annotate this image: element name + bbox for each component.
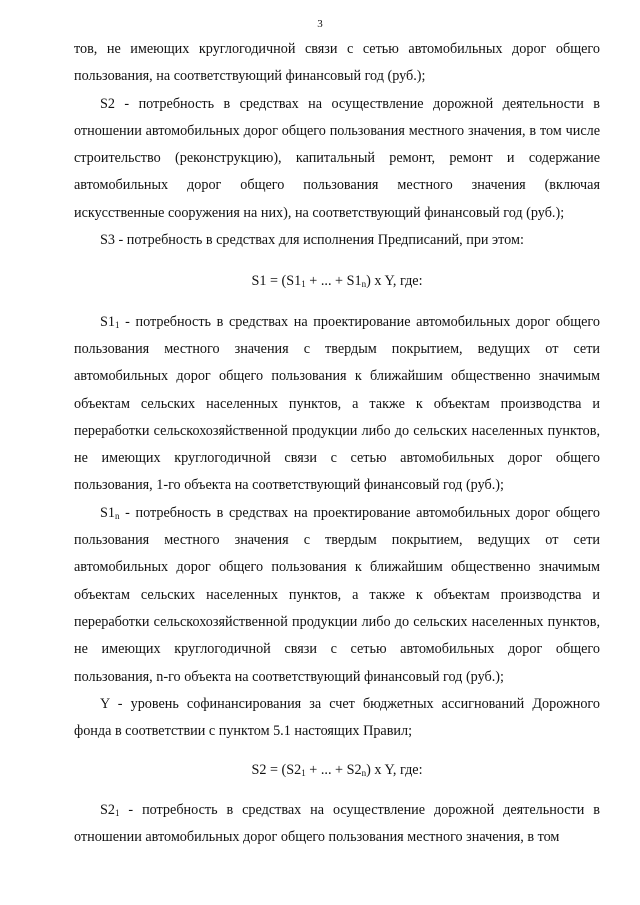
paragraph-s3-definition: S3 - потребность в средствах для исполнения Предписаний, при этом: [100, 232, 524, 249]
formula-s2-mid: + ... + S2 [305, 762, 362, 779]
formula-s2-rhs: ) x Y, где: [366, 762, 423, 779]
term-s1-1: S1 [100, 313, 115, 330]
term-s1-1-text: - потребность в средствах на проектирование автомобильных дорог общего пользования местного значения с твердым покрытием, ведущих от сети автомобильных дорог общего пользования к ближайшим общественно значимым объектам сельских населенных пунктов, а также к объектам производства и переработки сельскохозяйственной продукции либо до сельских населенных пунктов, не имеющих круглогодичной связи с сетью автомобильных дорог общего пользования, 1-го объекта на соответствующий финансовый год (руб.); [74, 313, 600, 494]
formula-s1-lhs: S1 = (S1 [251, 273, 302, 290]
term-s1-n: S1 [100, 504, 115, 521]
term-s1-1-sub: 1 [114, 319, 120, 330]
document-body [74, 36, 600, 851]
term-s2-1-text: - потребность в средствах на осуществление дорожной деятельности в отношении автомобильных дорог общего пользования местного значения, в том [74, 801, 600, 846]
formula-s1-subn: n [361, 279, 367, 290]
page-number: 3 [317, 18, 323, 30]
term-s2-1-sub: 1 [114, 807, 120, 818]
term-s1-n-sub: n [114, 510, 120, 521]
formula-s2-lhs: S2 = (S2 [251, 762, 302, 779]
paragraph-s1-1-definition [74, 309, 600, 500]
paragraph-continuation: тов, не имеющих круглогодичной связи с сетью автомобильных дорог общего пользования, на соответствующий финансовый год (руб.); [74, 41, 600, 85]
formula-s1 [74, 254, 600, 308]
formula-s2-sub1: 1 [301, 768, 306, 779]
paragraph-s2-1-definition [74, 797, 600, 852]
paragraph-s1-n-definition [74, 500, 600, 691]
paragraph-y-definition: Y - уровень софинансирования за счет бюджетных ассигнований Дорожного фонда в соответствии с пунктом 5.1 настоящих Правил; [74, 695, 600, 740]
paragraph-s2-definition: S2 - потребность в средствах на осуществление дорожной деятельности в отношении автомобильных дорог общего пользования местного значения, в том числе строительство (реконструкцию), капитальный ремонт, ремонт и содержание автомобильных дорог общего пользования местного значения (включая искусственные сооружения на них), на соответствующий финансовый год (руб.); [74, 95, 600, 221]
formula-s2-subn: n [361, 768, 367, 779]
formula-s2 [74, 745, 600, 796]
term-s2-1: S2 [100, 801, 115, 818]
formula-s1-rhs: ) x Y, где: [366, 273, 423, 290]
formula-s1-mid: + ... + S1 [305, 273, 362, 290]
term-s1-n-text: - потребность в средствах на проектирование автомобильных дорог общего пользования местного значения с твердым покрытием, ведущих от сети автомобильных дорог общего пользования к ближайшим общественно значимым объектам сельских населенных пунктов, а также к объектам производства и переработки сельскохозяйственной продукции либо до сельских населенных пунктов, не имеющих круглогодичной связи с сетью автомобильных дорог общего пользования, n-го объекта на соответствующий финансовый год (руб.); [74, 504, 600, 685]
formula-s1-sub1: 1 [301, 279, 306, 290]
